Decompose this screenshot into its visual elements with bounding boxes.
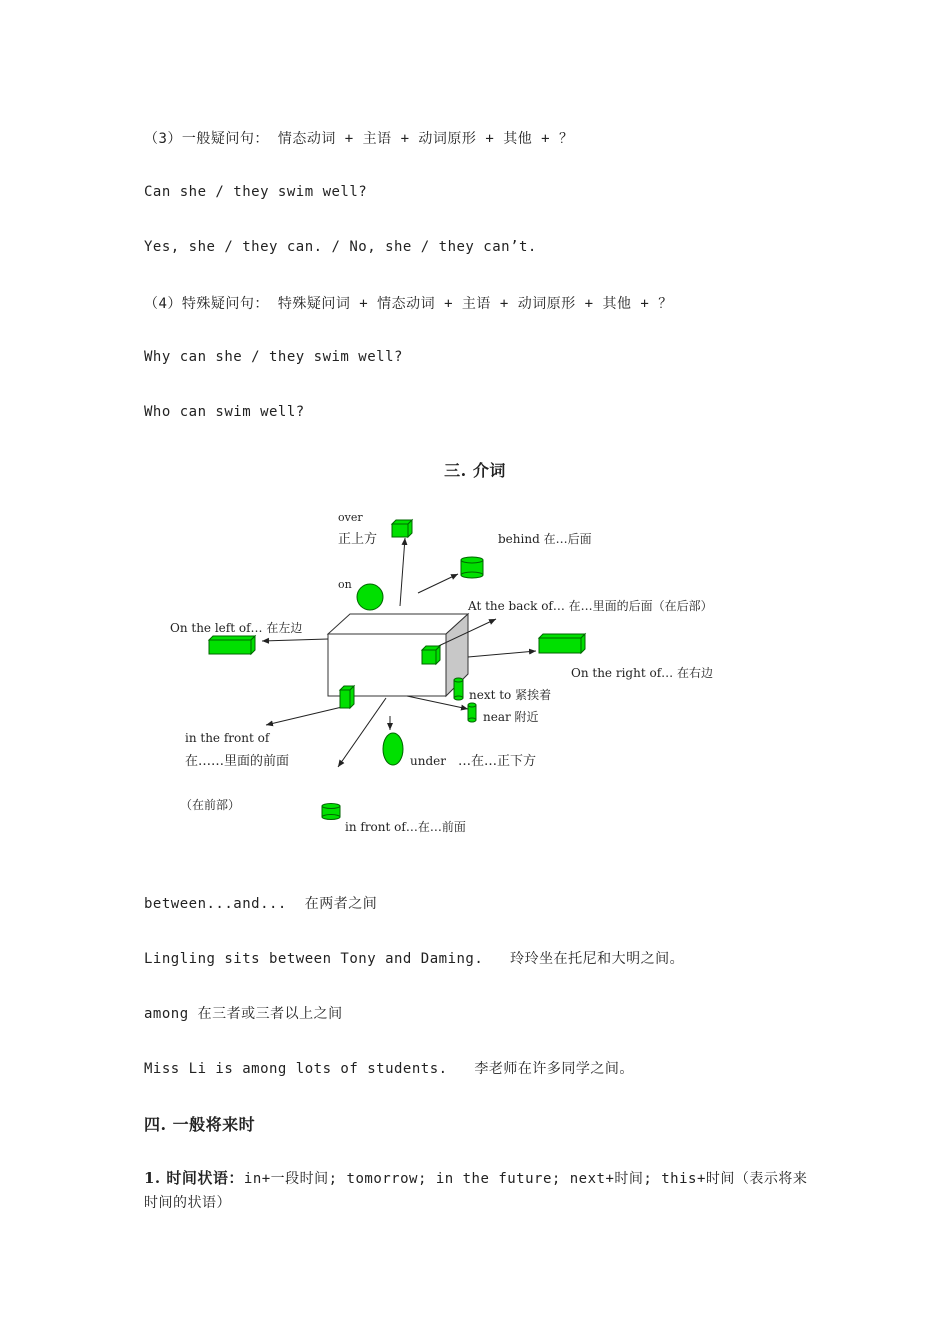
label-in-front-of: in front of…在…前面 [345,820,466,834]
section-4-title: 四. 一般将来时 [144,1115,256,1134]
q4-example-why: Why can she / they swim well? [144,349,403,365]
arrow-behind [418,574,458,593]
box-right-icon [539,634,585,653]
label-front-cn: 在……里面的前面 [185,754,290,769]
section-4-item-1 [144,1166,809,1215]
arrow-front-of [266,707,342,725]
cube-over-icon [392,520,412,537]
section-3-title: 三. 介词 [444,461,506,480]
label-left-of: On the left of… 在左边 [170,621,303,635]
q3-rule: （3）一般疑问句： 情态动词 + 主语 + 动词原形 + 其他 + ？ [144,131,574,147]
central-box [328,614,468,696]
label-on: on [338,578,352,591]
cylinder-behind-icon [461,557,483,578]
label-near: near 附近 [483,710,539,724]
label-next-to: next to 紧挨着 [469,688,552,702]
label-over-cn: 正上方 [338,532,378,547]
cube-front-icon [340,686,354,708]
between-rule: between...and... 在两者之间 [144,896,378,912]
item-1-text: in+一段时间; tomorrow; in the future; next+时间; this+时间（表示将来时间的状语） [144,1171,808,1211]
q3-answer: Yes, she / they can. / No, she / they can’t. [144,239,537,255]
cylinder-next-to-icon [454,678,463,700]
label-front-en: in the front of [185,731,270,745]
ellipse-under-icon [383,733,403,765]
label-over-en: over [338,511,363,524]
arrow-left [262,639,328,641]
label-right-of: On the right of… 在右边 [571,666,713,680]
label-back-of: At the back of… 在…里面的后面（在后部） [468,599,713,613]
label-behind: behind 在…后面 [498,532,592,546]
label-under-cn: …在…正下方 [458,754,537,769]
q3-example: Can she / they swim well? [144,184,368,200]
cylinder-near-icon [468,703,476,722]
ball-on-icon [357,584,383,610]
prepositions-diagram [160,500,760,845]
between-example: Lingling sits between Tony and Daming. 玲玲坐在托尼和大明之间。 [144,951,685,967]
label-front-note: （在前部） [180,798,241,812]
q4-example-who: Who can swim well? [144,404,305,420]
label-under-en: under [410,754,446,768]
cylinder-in-front-icon [322,804,340,820]
among-example: Miss Li is among lots of students. 李老师在许多同学之间。 [144,1061,634,1077]
arrow-over [400,538,405,606]
among-rule: among 在三者或三者以上之间 [144,1006,343,1022]
box-left-icon [209,636,255,654]
q4-rule: （4）特殊疑问句： 特殊疑问词 + 情态动词 + 主语 + 动词原形 + 其他 + ？ [144,296,673,312]
arrow-right [468,651,536,657]
cube-back-icon [422,646,440,664]
item-1-label: 1. 时间状语： [144,1169,244,1187]
